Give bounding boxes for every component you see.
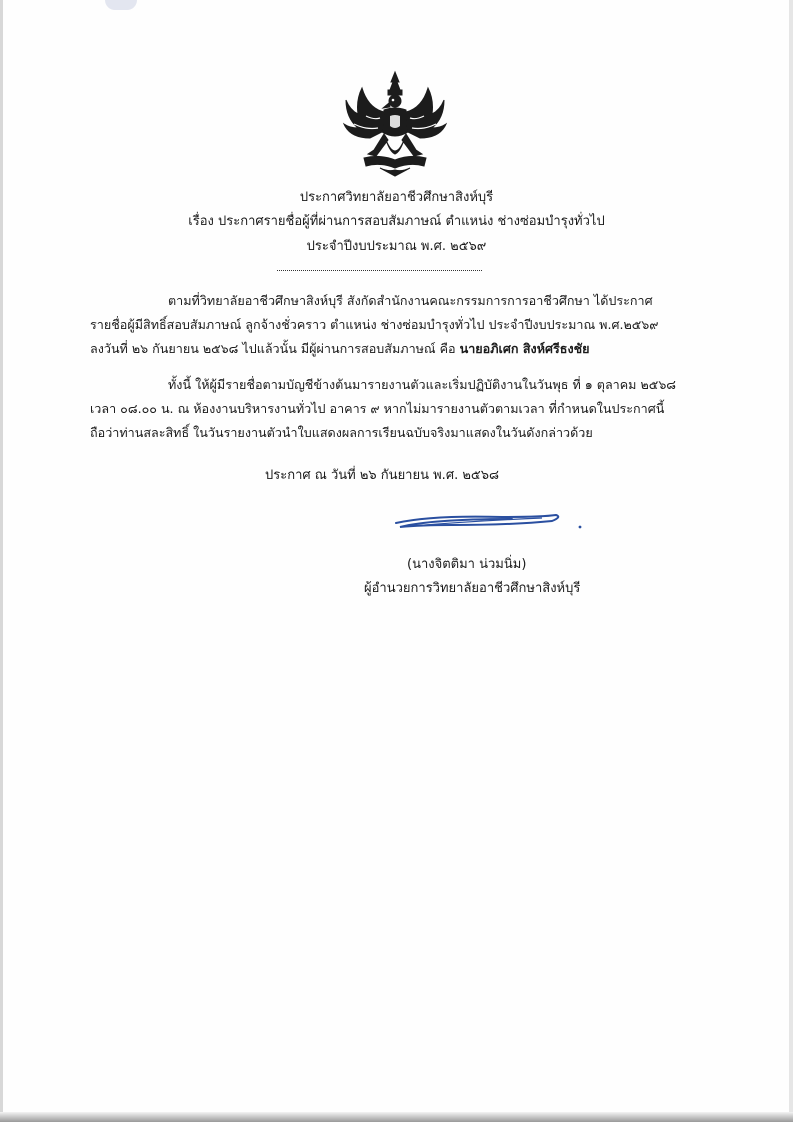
paragraph-1-line-2: รายชื่อผู้มีสิทธิ์สอบสัมภาษณ์ ลูกจ้างชั่วคราว ตำแหน่ง ช่างซ่อมบำรุงทั่วไป ประจำปีงบประมาณ พ.ศ.๒๕๖๙ [90,317,659,332]
scan-edge-left [0,0,3,1122]
paragraph-1-line-1: ตามที่วิทยาลัยอาชีวศึกษาสิงห์บุรี สังกัดสำนักงานคณะกรรมการการอาชีวศึกษา ได้ประกาศ [168,293,653,308]
announcement-date: ประกาศ ณ วันที่ ๒๖ กันยายน พ.ศ. ๒๕๖๘ [265,468,500,483]
scan-corner-mark [105,0,137,10]
scan-edge-right [789,0,793,1122]
paragraph-2-line-3: ถือว่าท่านสละสิทธิ์ ในวันรายงานตัวนำใบแสดงผลการเรียนฉบับจริงมาแสดงในวันดังกล่าวด้วย [90,425,593,440]
paragraph-1-line-3 [90,340,590,358]
scan-edge-bottom [0,1112,793,1122]
signature-mark [392,505,592,535]
announcement-fiscal-year: ประจำปีงบประมาณ พ.ศ. ๒๕๖๙ [306,239,487,254]
passed-candidate-name: นายอภิเศก สิงห์ศรีธงชัย [459,341,590,356]
paragraph-2-line-2: เวลา ๐๘.๐๐ น. ณ ห้องงานบริหารงานทั่วไป อาคาร ๙ หากไม่มารายงานตัวตามเวลา ที่กำหนดในประกาศนี้ [90,401,665,416]
announcement-subject: เรื่อง ประกาศรายชื่อผู้ที่ผ่านการสอบสัมภาษณ์ ตำแหน่ง ช่างซ่อมบำรุงทั่วไป [188,214,605,229]
header-divider [277,270,482,271]
signatory-name: (นางจิตติมา น่วมนิ่ม) [407,557,527,572]
paragraph-2-line-1: ทั้งนี้ ให้ผู้มีรายชื่อตามบัญชีข้างต้นมารายงานตัวและเริ่มปฏิบัติงานในวันพุธ ที่ ๑ ตุลาคม ๒๕๖๘ [168,377,677,392]
paragraph-1-line-3-text: ลงวันที่ ๒๖ กันยายน ๒๕๖๘ ไปแล้วนั้น มีผู้ผ่านการสอบสัมภาษณ์ คือ [90,341,460,356]
announcement-title: ประกาศวิทยาลัยอาชีวศึกษาสิงห์บุรี [299,190,494,205]
signatory-position: ผู้อำนวยการวิทยาลัยอาชีวศึกษาสิงห์บุรี [364,581,581,596]
garuda-emblem-icon [340,70,450,178]
